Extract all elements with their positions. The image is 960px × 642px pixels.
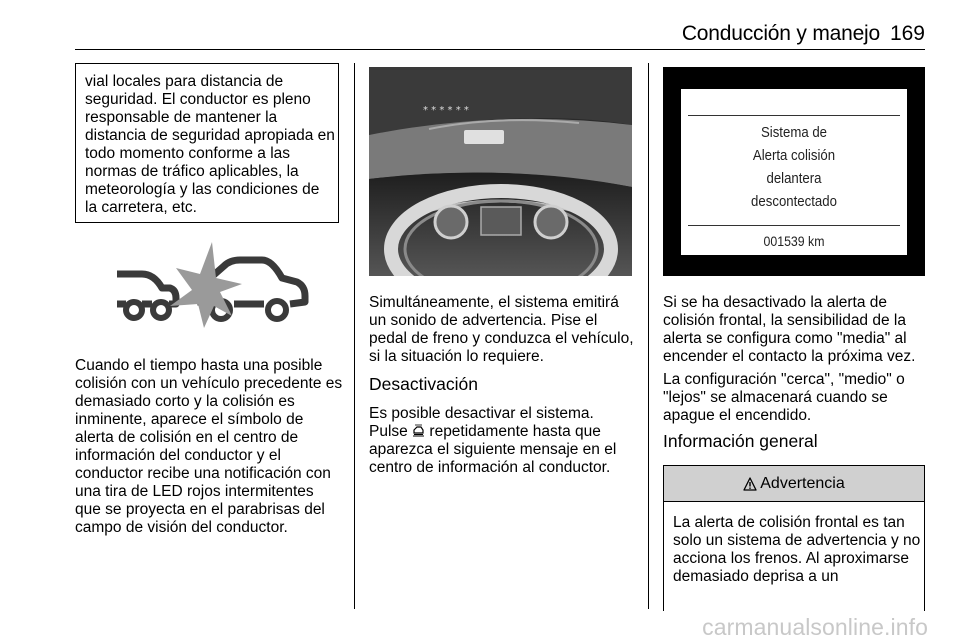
general-info-heading: Información general: [663, 431, 818, 451]
section-title: Conducción y manejo: [681, 22, 880, 45]
windshield-illustration: [369, 67, 632, 276]
svg-text:* * * * * *: * * * * * *: [423, 105, 469, 116]
display-line-2: Alerta colisión: [752, 147, 836, 164]
collision-paragraph: Cuando el tiempo hasta una posible colisión con un vehículo precedente es demasiado corto y la colisión es inminente, aparece el símbolo de alerta de colisión en el centro de información del conductor y el conductor recibe una notificación con una tira de LED rojos intermitentes que se proyecta en el parabrisas del campo de visión del conductor.: [75, 357, 343, 536]
watermark: carmanualsonline.info: [702, 614, 928, 640]
warning-text: La alerta de colisión frontal es tan solo un sistema de advertencia y no acciona los frenos. Al aproximarse demasiado deprisa a un: [673, 514, 921, 585]
warning-box: [663, 465, 925, 611]
column-divider-2: [648, 63, 649, 609]
page-number: 169: [889, 22, 925, 45]
deactivation-text-b: repetidamente hasta que aparezca el siguiente mensaje en el centro de información al conductor.: [369, 423, 617, 476]
settings-paragraph: La configuración "cerca", "medio" o "lejos" se almacenará cuando se apague el encendido.: [663, 371, 905, 424]
display-top-line: [688, 115, 900, 116]
display-line-1: Sistema de: [760, 124, 828, 141]
warning-sound-paragraph: Simultáneamente, el sistema emitirá un sonido de advertencia. Pise el pedal de freno y conduzca el vehículo, si la situación lo requiere.: [369, 294, 634, 365]
warning-title: Advertencia: [760, 474, 845, 492]
vehicle-distance-button-icon: [412, 424, 425, 438]
driver-info-display: [663, 67, 925, 276]
note-text: vial locales para distancia de seguridad. El conductor es pleno responsable de mantener la distancia de seguridad apropiada en todo momento conforme a las normas de tráfico aplicables, la meteorología y las condiciones de la carretera, etc.: [85, 73, 335, 216]
deactivated-paragraph: Si se ha desactivado la alerta de colisión frontal, la sensibilidad de la alerta se configura como "media" al encender el contacto la próxima vez.: [663, 294, 916, 365]
deactivation-paragraph: [369, 405, 635, 477]
warning-header: [664, 466, 924, 502]
collision-warning-icon: [112, 238, 312, 330]
warning-triangle-icon: [743, 477, 757, 491]
note-box: [75, 63, 339, 223]
deactivation-text-a: Es posible desactivar el sistema. Pulse: [369, 405, 594, 440]
column-divider-1: [354, 63, 355, 609]
header-divider: [75, 49, 925, 50]
display-line-4: descontectado: [751, 193, 837, 210]
display-screen: [681, 89, 907, 255]
deactivation-heading: Desactivación: [369, 374, 478, 394]
odometer-reading: 001539 km: [763, 233, 825, 249]
display-line-3: delantera: [766, 170, 822, 187]
display-bottom-line: [688, 225, 900, 226]
